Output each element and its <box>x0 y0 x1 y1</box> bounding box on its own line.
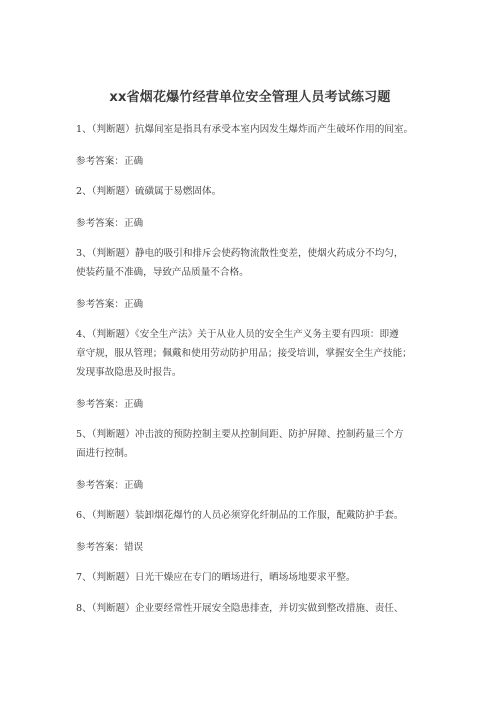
question-text: 4、（判断题）《安全生产法》关于从业人员的安全生产义务主要有四项：即遵 <box>76 329 399 340</box>
question-text: 6、（判断题）装卸烟花爆竹的人员必须穿化纤制品的工作服，配戴防护手套。 <box>76 510 404 521</box>
answer-2: 参考答案：正确 <box>76 218 144 229</box>
page-title: xx省烟花爆竹经营单位安全管理人员考试练习题 <box>109 90 391 105</box>
question-text: 章守规，服从管理；佩戴和使用劳动防护用品；接受培训，掌握安全生产技能； <box>76 348 412 359</box>
answer-3: 参考答案：正确 <box>76 299 144 310</box>
question-text: 发现事故隐患及时报告。 <box>76 367 182 378</box>
answer-4: 参考答案：正确 <box>76 399 144 410</box>
answer-5: 参考答案：正确 <box>76 480 144 491</box>
question-4 <box>76 325 448 382</box>
question-2 <box>76 182 448 201</box>
question-text: 7、（判断题）日光干燥应在专门的晒场进行，晒场场地要求平整。 <box>76 572 356 583</box>
question-text: 使装药量不准确，导致产品质量不合格。 <box>76 267 249 278</box>
question-text: 8、（判断题）企业要经常性开展安全隐患排查，并切实做到整改措施、责任、 <box>76 603 404 614</box>
question-text: 2、（判断题）硫磺属于易燃固体。 <box>76 186 222 197</box>
question-text: 3、（判断题）静电的吸引和排斥会使药物流散性变差，使烟火药成分不均匀， <box>76 248 404 259</box>
question-text: 面进行控制。 <box>76 448 134 459</box>
question-5 <box>76 425 448 463</box>
question-1 <box>76 120 448 139</box>
answer-6: 参考答案：错误 <box>76 542 144 553</box>
question-6 <box>76 506 448 525</box>
question-8 <box>76 599 448 618</box>
question-3 <box>76 244 448 282</box>
question-text: 5、（判断题）冲击波的预防控制主要从控制间距、防护屏障、控制药量三个方 <box>76 429 404 440</box>
question-7 <box>76 568 448 587</box>
question-text: 1、（判断题）抗爆间室是指具有承受本室内因发生爆炸而产生破坏作用的间室。 <box>76 124 414 135</box>
answer-1: 参考答案：正确 <box>76 156 144 167</box>
